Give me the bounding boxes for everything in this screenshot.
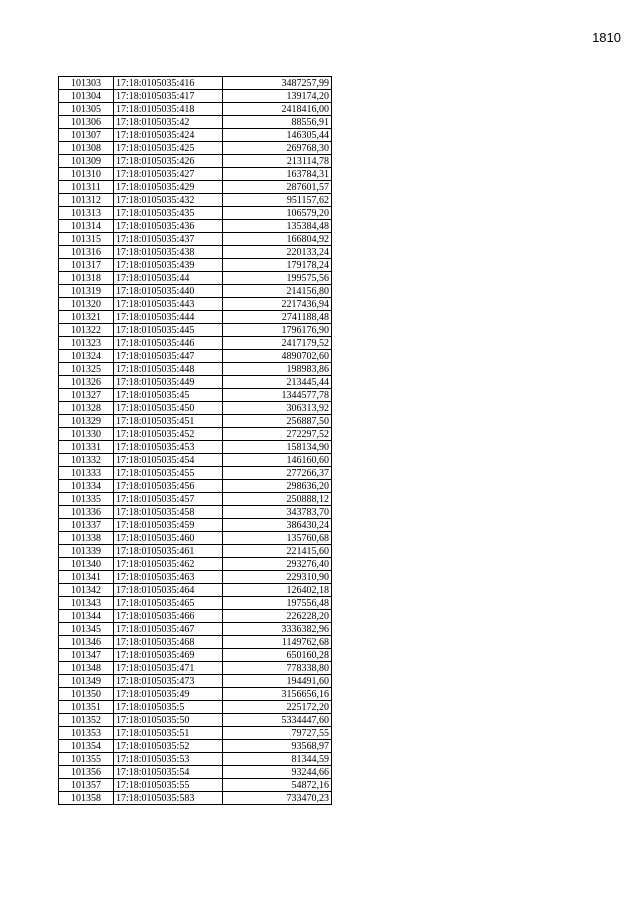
table-row <box>59 610 332 623</box>
cadastral-value-cell: 256887,50 <box>223 415 332 428</box>
cadastral-value-cell: 386430,24 <box>223 519 332 532</box>
table-row <box>59 532 332 545</box>
row-number-cell: 101340 <box>59 558 114 571</box>
table-row <box>59 363 332 376</box>
table-row <box>59 584 332 597</box>
cadastral-value-cell: 293276,40 <box>223 558 332 571</box>
cadastral-number-cell: 17:18:0105035:49 <box>114 688 223 701</box>
table-row <box>59 636 332 649</box>
cadastral-number-cell: 17:18:0105035:460 <box>114 532 223 545</box>
table-row <box>59 90 332 103</box>
cadastral-number-cell: 17:18:0105035:45 <box>114 389 223 402</box>
cadastral-number-cell: 17:18:0105035:455 <box>114 467 223 480</box>
cadastral-value-cell: 650160,28 <box>223 649 332 662</box>
cadastral-value-cell: 3336382,96 <box>223 623 332 636</box>
cadastral-value-cell: 166804,92 <box>223 233 332 246</box>
cadastral-value-cell: 93568,97 <box>223 740 332 753</box>
row-number-cell: 101325 <box>59 363 114 376</box>
cadastral-number-cell: 17:18:0105035:449 <box>114 376 223 389</box>
row-number-cell: 101335 <box>59 493 114 506</box>
row-number-cell: 101348 <box>59 662 114 675</box>
table-row <box>59 792 332 805</box>
cadastral-value-cell: 126402,18 <box>223 584 332 597</box>
cadastral-value-cell: 135760,68 <box>223 532 332 545</box>
row-number-cell: 101343 <box>59 597 114 610</box>
cadastral-value-cell: 5334447,60 <box>223 714 332 727</box>
cadastral-number-cell: 17:18:0105035:457 <box>114 493 223 506</box>
cadastral-number-cell: 17:18:0105035:445 <box>114 324 223 337</box>
cadastral-value-cell: 733470,23 <box>223 792 332 805</box>
cadastral-value-cell: 277266,37 <box>223 467 332 480</box>
table-row <box>59 545 332 558</box>
cadastral-value-cell: 226228,20 <box>223 610 332 623</box>
cadastral-number-cell: 17:18:0105035:55 <box>114 779 223 792</box>
table-row <box>59 649 332 662</box>
cadastral-number-cell: 17:18:0105035:465 <box>114 597 223 610</box>
cadastral-number-cell: 17:18:0105035:44 <box>114 272 223 285</box>
cadastral-number-cell: 17:18:0105035:417 <box>114 90 223 103</box>
cadastral-number-cell: 17:18:0105035:583 <box>114 792 223 805</box>
cadastral-value-table <box>58 76 332 805</box>
cadastral-number-cell: 17:18:0105035:425 <box>114 142 223 155</box>
table-row <box>59 233 332 246</box>
table-row <box>59 519 332 532</box>
cadastral-value-cell: 194491,60 <box>223 675 332 688</box>
row-number-cell: 101347 <box>59 649 114 662</box>
row-number-cell: 101313 <box>59 207 114 220</box>
table-row <box>59 168 332 181</box>
cadastral-number-cell: 17:18:0105035:50 <box>114 714 223 727</box>
cadastral-number-cell: 17:18:0105035:418 <box>114 103 223 116</box>
cadastral-number-cell: 17:18:0105035:42 <box>114 116 223 129</box>
row-number-cell: 101339 <box>59 545 114 558</box>
table-row <box>59 441 332 454</box>
cadastral-value-cell: 213114,78 <box>223 155 332 168</box>
table-row <box>59 350 332 363</box>
cadastral-number-cell: 17:18:0105035:444 <box>114 311 223 324</box>
table-row <box>59 181 332 194</box>
table-row <box>59 285 332 298</box>
cadastral-value-cell: 197556,48 <box>223 597 332 610</box>
cadastral-number-cell: 17:18:0105035:432 <box>114 194 223 207</box>
cadastral-value-cell: 229310,90 <box>223 571 332 584</box>
table-row <box>59 714 332 727</box>
cadastral-number-cell: 17:18:0105035:459 <box>114 519 223 532</box>
cadastral-value-cell: 778338,80 <box>223 662 332 675</box>
cadastral-number-cell: 17:18:0105035:427 <box>114 168 223 181</box>
page-number: 1810 <box>592 30 621 45</box>
table-row <box>59 727 332 740</box>
cadastral-value-cell: 306313,92 <box>223 402 332 415</box>
table-row <box>59 753 332 766</box>
row-number-cell: 101354 <box>59 740 114 753</box>
row-number-cell: 101308 <box>59 142 114 155</box>
row-number-cell: 101333 <box>59 467 114 480</box>
table-row <box>59 623 332 636</box>
cadastral-value-cell: 4890702,60 <box>223 350 332 363</box>
cadastral-number-cell: 17:18:0105035:52 <box>114 740 223 753</box>
table-row <box>59 701 332 714</box>
table-row <box>59 688 332 701</box>
cadastral-value-cell: 79727,55 <box>223 727 332 740</box>
cadastral-value-cell: 225172,20 <box>223 701 332 714</box>
cadastral-value-cell: 214156,80 <box>223 285 332 298</box>
cadastral-value-cell: 3156656,16 <box>223 688 332 701</box>
cadastral-value-cell: 139174,20 <box>223 90 332 103</box>
cadastral-value-cell: 2741188,48 <box>223 311 332 324</box>
row-number-cell: 101350 <box>59 688 114 701</box>
table-row <box>59 766 332 779</box>
cadastral-number-cell: 17:18:0105035:439 <box>114 259 223 272</box>
table-row <box>59 597 332 610</box>
cadastral-value-cell: 158134,90 <box>223 441 332 454</box>
table-row <box>59 324 332 337</box>
cadastral-value-cell: 199575,56 <box>223 272 332 285</box>
cadastral-value-cell: 3487257,99 <box>223 77 332 90</box>
row-number-cell: 101337 <box>59 519 114 532</box>
table-row <box>59 558 332 571</box>
cadastral-number-cell: 17:18:0105035:443 <box>114 298 223 311</box>
cadastral-number-cell: 17:18:0105035:437 <box>114 233 223 246</box>
row-number-cell: 101327 <box>59 389 114 402</box>
row-number-cell: 101349 <box>59 675 114 688</box>
cadastral-number-cell: 17:18:0105035:426 <box>114 155 223 168</box>
cadastral-value-cell: 250888,12 <box>223 493 332 506</box>
cadastral-number-cell: 17:18:0105035:469 <box>114 649 223 662</box>
cadastral-value-cell: 269768,30 <box>223 142 332 155</box>
table-row <box>59 207 332 220</box>
table-row <box>59 116 332 129</box>
row-number-cell: 101306 <box>59 116 114 129</box>
table-row <box>59 415 332 428</box>
table-row <box>59 480 332 493</box>
row-number-cell: 101332 <box>59 454 114 467</box>
row-number-cell: 101352 <box>59 714 114 727</box>
row-number-cell: 101324 <box>59 350 114 363</box>
cadastral-value-cell: 146305,44 <box>223 129 332 142</box>
cadastral-value-cell: 287601,57 <box>223 181 332 194</box>
row-number-cell: 101334 <box>59 480 114 493</box>
row-number-cell: 101309 <box>59 155 114 168</box>
row-number-cell: 101318 <box>59 272 114 285</box>
cadastral-number-cell: 17:18:0105035:456 <box>114 480 223 493</box>
cadastral-number-cell: 17:18:0105035:461 <box>114 545 223 558</box>
row-number-cell: 101307 <box>59 129 114 142</box>
table-row <box>59 142 332 155</box>
row-number-cell: 101305 <box>59 103 114 116</box>
table-row <box>59 77 332 90</box>
table-row <box>59 220 332 233</box>
table-row <box>59 376 332 389</box>
cadastral-number-cell: 17:18:0105035:463 <box>114 571 223 584</box>
cadastral-number-cell: 17:18:0105035:54 <box>114 766 223 779</box>
cadastral-number-cell: 17:18:0105035:451 <box>114 415 223 428</box>
table-body <box>59 77 332 805</box>
cadastral-number-cell: 17:18:0105035:466 <box>114 610 223 623</box>
table-row <box>59 454 332 467</box>
cadastral-number-cell: 17:18:0105035:53 <box>114 753 223 766</box>
row-number-cell: 101315 <box>59 233 114 246</box>
cadastral-number-cell: 17:18:0105035:468 <box>114 636 223 649</box>
row-number-cell: 101317 <box>59 259 114 272</box>
cadastral-value-cell: 106579,20 <box>223 207 332 220</box>
table-row <box>59 259 332 272</box>
cadastral-value-cell: 2217436,94 <box>223 298 332 311</box>
row-number-cell: 101304 <box>59 90 114 103</box>
row-number-cell: 101329 <box>59 415 114 428</box>
cadastral-value-cell: 88556,91 <box>223 116 332 129</box>
table-row <box>59 779 332 792</box>
cadastral-value-cell: 1344577,78 <box>223 389 332 402</box>
row-number-cell: 101314 <box>59 220 114 233</box>
cadastral-number-cell: 17:18:0105035:424 <box>114 129 223 142</box>
cadastral-number-cell: 17:18:0105035:450 <box>114 402 223 415</box>
row-number-cell: 101328 <box>59 402 114 415</box>
row-number-cell: 101355 <box>59 753 114 766</box>
row-number-cell: 101346 <box>59 636 114 649</box>
cadastral-value-cell: 135384,48 <box>223 220 332 233</box>
cadastral-value-cell: 2418416,00 <box>223 103 332 116</box>
cadastral-number-cell: 17:18:0105035:467 <box>114 623 223 636</box>
cadastral-value-cell: 81344,59 <box>223 753 332 766</box>
cadastral-number-cell: 17:18:0105035:462 <box>114 558 223 571</box>
table-row <box>59 740 332 753</box>
row-number-cell: 101319 <box>59 285 114 298</box>
cadastral-number-cell: 17:18:0105035:435 <box>114 207 223 220</box>
table-row <box>59 272 332 285</box>
row-number-cell: 101358 <box>59 792 114 805</box>
table-row <box>59 402 332 415</box>
cadastral-number-cell: 17:18:0105035:440 <box>114 285 223 298</box>
cadastral-value-cell: 220133,24 <box>223 246 332 259</box>
cadastral-number-cell: 17:18:0105035:453 <box>114 441 223 454</box>
row-number-cell: 101356 <box>59 766 114 779</box>
row-number-cell: 101303 <box>59 77 114 90</box>
row-number-cell: 101310 <box>59 168 114 181</box>
row-number-cell: 101342 <box>59 584 114 597</box>
cadastral-value-cell: 179178,24 <box>223 259 332 272</box>
cadastral-number-cell: 17:18:0105035:416 <box>114 77 223 90</box>
cadastral-number-cell: 17:18:0105035:436 <box>114 220 223 233</box>
cadastral-number-cell: 17:18:0105035:429 <box>114 181 223 194</box>
table-row <box>59 389 332 402</box>
cadastral-number-cell: 17:18:0105035:452 <box>114 428 223 441</box>
table-row <box>59 493 332 506</box>
cadastral-number-cell: 17:18:0105035:448 <box>114 363 223 376</box>
table-row <box>59 662 332 675</box>
cadastral-value-cell: 298636,20 <box>223 480 332 493</box>
table-row <box>59 311 332 324</box>
cadastral-value-cell: 221415,60 <box>223 545 332 558</box>
row-number-cell: 101357 <box>59 779 114 792</box>
table-row <box>59 298 332 311</box>
table-row <box>59 337 332 350</box>
row-number-cell: 101311 <box>59 181 114 194</box>
row-number-cell: 101336 <box>59 506 114 519</box>
cadastral-value-cell: 163784,31 <box>223 168 332 181</box>
row-number-cell: 101344 <box>59 610 114 623</box>
table-row <box>59 194 332 207</box>
table-row <box>59 506 332 519</box>
cadastral-value-cell: 54872,16 <box>223 779 332 792</box>
cadastral-value-cell: 272297,52 <box>223 428 332 441</box>
row-number-cell: 101345 <box>59 623 114 636</box>
row-number-cell: 101320 <box>59 298 114 311</box>
cadastral-number-cell: 17:18:0105035:51 <box>114 727 223 740</box>
table-row <box>59 675 332 688</box>
cadastral-value-cell: 93244,66 <box>223 766 332 779</box>
table-row <box>59 103 332 116</box>
row-number-cell: 101312 <box>59 194 114 207</box>
row-number-cell: 101331 <box>59 441 114 454</box>
cadastral-number-cell: 17:18:0105035:438 <box>114 246 223 259</box>
cadastral-number-cell: 17:18:0105035:471 <box>114 662 223 675</box>
cadastral-value-cell: 146160,60 <box>223 454 332 467</box>
cadastral-number-cell: 17:18:0105035:454 <box>114 454 223 467</box>
cadastral-value-cell: 1149762,68 <box>223 636 332 649</box>
row-number-cell: 101322 <box>59 324 114 337</box>
row-number-cell: 101353 <box>59 727 114 740</box>
row-number-cell: 101326 <box>59 376 114 389</box>
cadastral-value-cell: 343783,70 <box>223 506 332 519</box>
table-row <box>59 155 332 168</box>
cadastral-number-cell: 17:18:0105035:5 <box>114 701 223 714</box>
row-number-cell: 101323 <box>59 337 114 350</box>
table-row <box>59 467 332 480</box>
cadastral-value-cell: 198983,86 <box>223 363 332 376</box>
cadastral-number-cell: 17:18:0105035:458 <box>114 506 223 519</box>
row-number-cell: 101341 <box>59 571 114 584</box>
row-number-cell: 101321 <box>59 311 114 324</box>
cadastral-value-cell: 1796176,90 <box>223 324 332 337</box>
cadastral-number-cell: 17:18:0105035:447 <box>114 350 223 363</box>
cadastral-number-cell: 17:18:0105035:464 <box>114 584 223 597</box>
cadastral-value-cell: 951157,62 <box>223 194 332 207</box>
cadastral-number-cell: 17:18:0105035:446 <box>114 337 223 350</box>
table-row <box>59 571 332 584</box>
cadastral-number-cell: 17:18:0105035:473 <box>114 675 223 688</box>
table-row <box>59 246 332 259</box>
row-number-cell: 101338 <box>59 532 114 545</box>
cadastral-value-cell: 213445,44 <box>223 376 332 389</box>
row-number-cell: 101330 <box>59 428 114 441</box>
table-row <box>59 428 332 441</box>
cadastral-value-cell: 2417179,52 <box>223 337 332 350</box>
row-number-cell: 101351 <box>59 701 114 714</box>
row-number-cell: 101316 <box>59 246 114 259</box>
table-row <box>59 129 332 142</box>
